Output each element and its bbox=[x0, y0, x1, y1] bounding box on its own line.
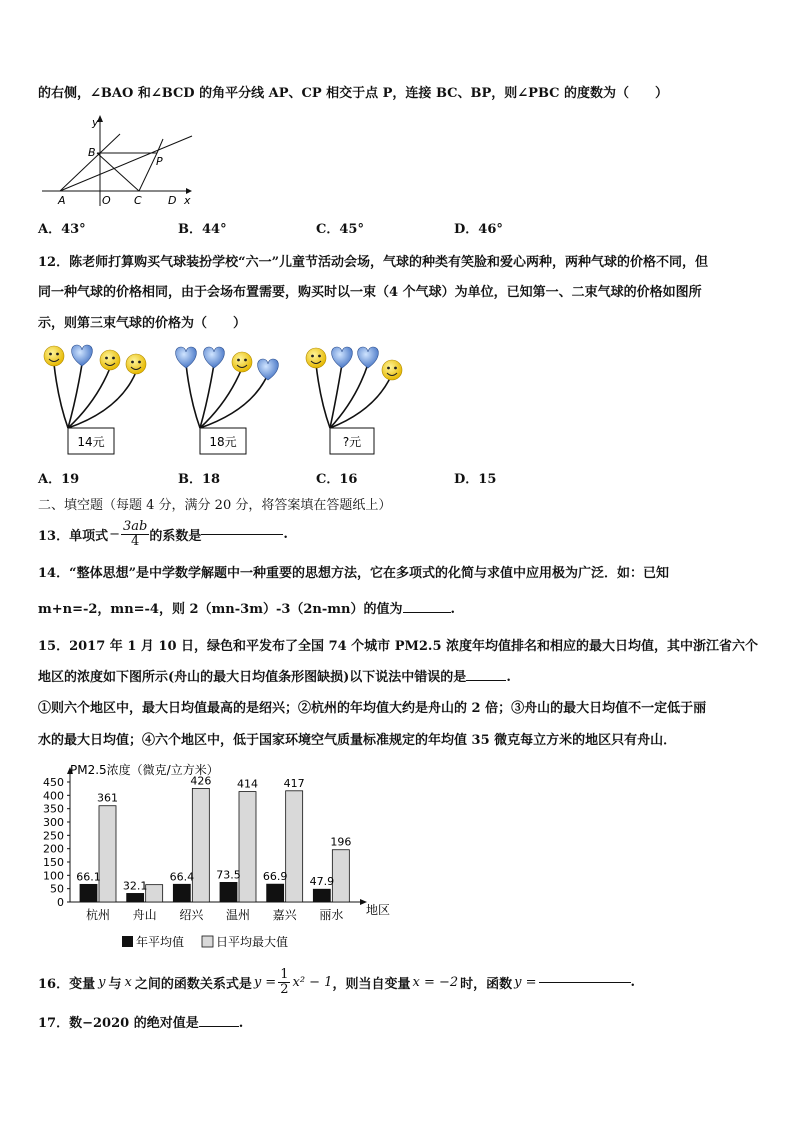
chart-bar bbox=[239, 792, 256, 902]
q13-prefix: 13．单项式 bbox=[38, 528, 109, 544]
chart-bar bbox=[332, 850, 349, 902]
q13-answer-blank[interactable] bbox=[201, 534, 283, 535]
label-y: y bbox=[92, 116, 99, 129]
q16-prefix: 16．变量 bbox=[38, 976, 96, 992]
q15-line2-wrap: 地区的浓度如下图所示(舟山的最大日均值条形图缺损)以下说法中错误的是 . bbox=[38, 670, 511, 685]
q16-yeq: y = bbox=[514, 974, 537, 990]
chart-ylabel: PM2.5浓度（微克/立方米） bbox=[70, 763, 219, 777]
q15-answer-blank[interactable] bbox=[466, 680, 506, 681]
balloon-bunch-1 bbox=[44, 345, 146, 454]
q16-mid3: ，则当自变量 bbox=[332, 976, 411, 992]
chart-category-label: 绍兴 bbox=[179, 908, 204, 922]
legend-label-max: 日平均最大值 bbox=[216, 935, 289, 949]
chart-bar bbox=[192, 788, 209, 902]
q16-mid2: 之间的函数关系式是 bbox=[134, 976, 252, 992]
chart-value-label: 66.4 bbox=[169, 870, 195, 884]
q16-numerator: 1 bbox=[280, 966, 289, 982]
chart-bar bbox=[99, 806, 116, 902]
pm25-bar-chart bbox=[30, 758, 410, 958]
q11-option-a: A．43° bbox=[38, 222, 86, 237]
q16-fraction bbox=[278, 968, 290, 997]
chart-category-label: 温州 bbox=[225, 908, 251, 922]
bunch-1-price: 14元 bbox=[77, 435, 105, 449]
chart-value-label: 414 bbox=[237, 777, 258, 791]
q12-stem-line1: 12．陈老师打算购买气球装扮学校“六一”儿童节活动会场，气球的种类有笑脸和爱心两种，两种气球的价格不同，但 bbox=[38, 255, 709, 270]
q16-eq-lhs: y = bbox=[253, 974, 277, 990]
q17-wrap: 17．数−2020 的绝对值是 . bbox=[38, 1016, 244, 1031]
chart-legend bbox=[122, 934, 288, 949]
label-P: P bbox=[156, 155, 163, 168]
chart-category-label: 嘉兴 bbox=[272, 908, 297, 922]
q11-figure bbox=[38, 112, 198, 210]
q12-option-a: A．19 bbox=[38, 472, 80, 487]
chart-value-label: 47.9 bbox=[309, 875, 335, 889]
chart-xlabel: 地区 bbox=[366, 903, 391, 917]
chart-category-label: 舟山 bbox=[132, 908, 157, 922]
chart-bar bbox=[220, 882, 237, 902]
chart-bar bbox=[80, 884, 97, 902]
chart-bar bbox=[146, 885, 163, 902]
label-D: D bbox=[168, 194, 177, 207]
q16-var-x: x bbox=[124, 974, 132, 990]
q14-line2-wrap: m+n=-2，mn=-4，则 2（mn-3m）-3（2n-mn）的值为 . bbox=[38, 602, 456, 617]
label-x: x bbox=[184, 194, 191, 207]
chart-y-tick-label: 300 bbox=[43, 816, 64, 829]
q16-answer-blank[interactable] bbox=[539, 982, 631, 983]
chart-value-label: 32.1 bbox=[122, 879, 148, 893]
q16-denominator: 2 bbox=[280, 981, 289, 997]
q12-balloons-figure bbox=[36, 340, 416, 460]
q13-fraction bbox=[121, 520, 149, 549]
chart-y-tick-label: 100 bbox=[43, 869, 64, 883]
q16-eq-tail: x² − 1 bbox=[292, 974, 333, 990]
q14-answer-blank[interactable] bbox=[403, 612, 451, 613]
section-heading: 二、填空题（每题 4 分，满分 20 分，将答案填在答题纸上） bbox=[38, 498, 392, 513]
q17-text: 17．数−2020 的绝对值是 bbox=[38, 1016, 199, 1031]
chart-value-label: 361 bbox=[97, 791, 118, 805]
balloon-bunch-2 bbox=[176, 347, 279, 454]
chart-y-tick-label: 200 bbox=[43, 842, 64, 856]
chart-value-label: 66.9 bbox=[262, 870, 288, 884]
chart-category-label: 丽水 bbox=[319, 908, 344, 922]
q11-stem: 的右侧，∠BAO 和∠BCD 的角平分线 AP、CP 相交于点 P，连接 BC、BP，则∠PBC 的度数为（ ） bbox=[38, 86, 669, 101]
q11-option-b: B．44° bbox=[178, 222, 227, 237]
chart-value-label: 73.5 bbox=[216, 868, 241, 882]
chart-bar bbox=[127, 893, 144, 902]
chart-bar bbox=[267, 884, 284, 902]
q13: 13．单项式 − $\frac{3ab}{4}$ 的系数是 . bbox=[38, 518, 288, 549]
chart-category-label: 杭州 bbox=[85, 908, 111, 922]
chart-bar bbox=[286, 791, 303, 902]
chart-bar bbox=[173, 884, 190, 902]
chart-value-label: 426 bbox=[190, 774, 212, 788]
q15-line1: 15．2017 年 1 月 10 日，绿色和平发布了全国 74 个城市 PM2.5 浓度年均值排名和相应的最大日均值，其中浙江省六个 bbox=[38, 639, 759, 654]
q15-line4: 水的最大日均值；④六个地区中，低于国家环境空气质量标准规定的年均值 35 微克每立方米的地区只有舟山． bbox=[38, 733, 677, 748]
chart-y-tick-label: 400 bbox=[43, 789, 64, 803]
q14-line1: 14．“整体思想”是中学数学解题中一种重要的思想方法，它在多项式的化简与求值中应用极为广泛．如：已知 bbox=[38, 566, 670, 581]
chart-y-tick-label: 350 bbox=[43, 802, 64, 816]
chart-y-tick-label: 0 bbox=[57, 896, 64, 909]
q17-answer-blank[interactable] bbox=[199, 1026, 239, 1027]
q16-mid1: 与 bbox=[108, 976, 122, 992]
q16-condition: x = −2 bbox=[412, 974, 459, 990]
q12-option-d: D．15 bbox=[454, 472, 497, 487]
q13-denominator: 4 bbox=[131, 533, 140, 549]
chart-value-label: 417 bbox=[283, 776, 305, 790]
chart-value-label: 196 bbox=[330, 835, 352, 849]
q16: 16．变量 y 与 x 之间的函数关系式是 y = $\frac{1}{2}$ x² − 1 ，则当自变量 x = −2 时，函数 y = . bbox=[38, 966, 636, 997]
chart-bar bbox=[313, 889, 330, 902]
q15-line2: 地区的浓度如下图所示(舟山的最大日均值条形图缺损)以下说法中错误的是 bbox=[38, 670, 467, 685]
q12-option-b: B．18 bbox=[178, 472, 221, 487]
bunch-2-price: 18元 bbox=[209, 435, 237, 449]
q12-stem-line3: 示，则第三束气球的价格为（ ） bbox=[38, 316, 247, 331]
q13-numerator: 3ab bbox=[123, 518, 148, 534]
q16-mid4: 时，函数 bbox=[460, 976, 513, 992]
label-C: C bbox=[134, 194, 142, 207]
q11-option-c: C．45° bbox=[316, 222, 364, 237]
q15-line3: ①则六个地区中，最大日均值最高的是绍兴；②杭州的年均值大约是舟山的 2 倍；③舟山的最大日均值不一定低于丽 bbox=[38, 701, 707, 716]
q11-option-d: D．46° bbox=[454, 222, 503, 237]
q12-stem-line2: 同一种气球的价格相同，由于会场布置需要，购买时以一束（4 个气球）为单位，已知第一、二束气球的价格如图所 bbox=[38, 285, 702, 300]
label-B: B bbox=[88, 146, 96, 159]
legend-label-annual: 年平均值 bbox=[136, 935, 185, 949]
q12-option-c: C．16 bbox=[316, 472, 358, 487]
bunch-3-price: ?元 bbox=[342, 435, 362, 449]
balloon-bunch-3 bbox=[306, 347, 402, 454]
label-O: O bbox=[102, 194, 111, 207]
chart-y-tick-label: 50 bbox=[50, 882, 64, 896]
chart-y-tick-label: 450 bbox=[43, 776, 64, 789]
chart-y-tick-label: 150 bbox=[43, 856, 64, 869]
legend-swatch-max bbox=[202, 936, 213, 947]
q13-suffix: 的系数是 bbox=[149, 528, 202, 544]
chart-y-tick-label: 250 bbox=[43, 829, 64, 843]
label-A: A bbox=[58, 194, 66, 207]
q14-line2: m+n=-2，mn=-4，则 2（mn-3m）-3（2n-mn）的值为 bbox=[38, 602, 403, 617]
q16-var-y: y bbox=[98, 974, 106, 990]
legend-swatch-annual bbox=[122, 936, 133, 947]
chart-value-label: 66.1 bbox=[76, 870, 101, 884]
